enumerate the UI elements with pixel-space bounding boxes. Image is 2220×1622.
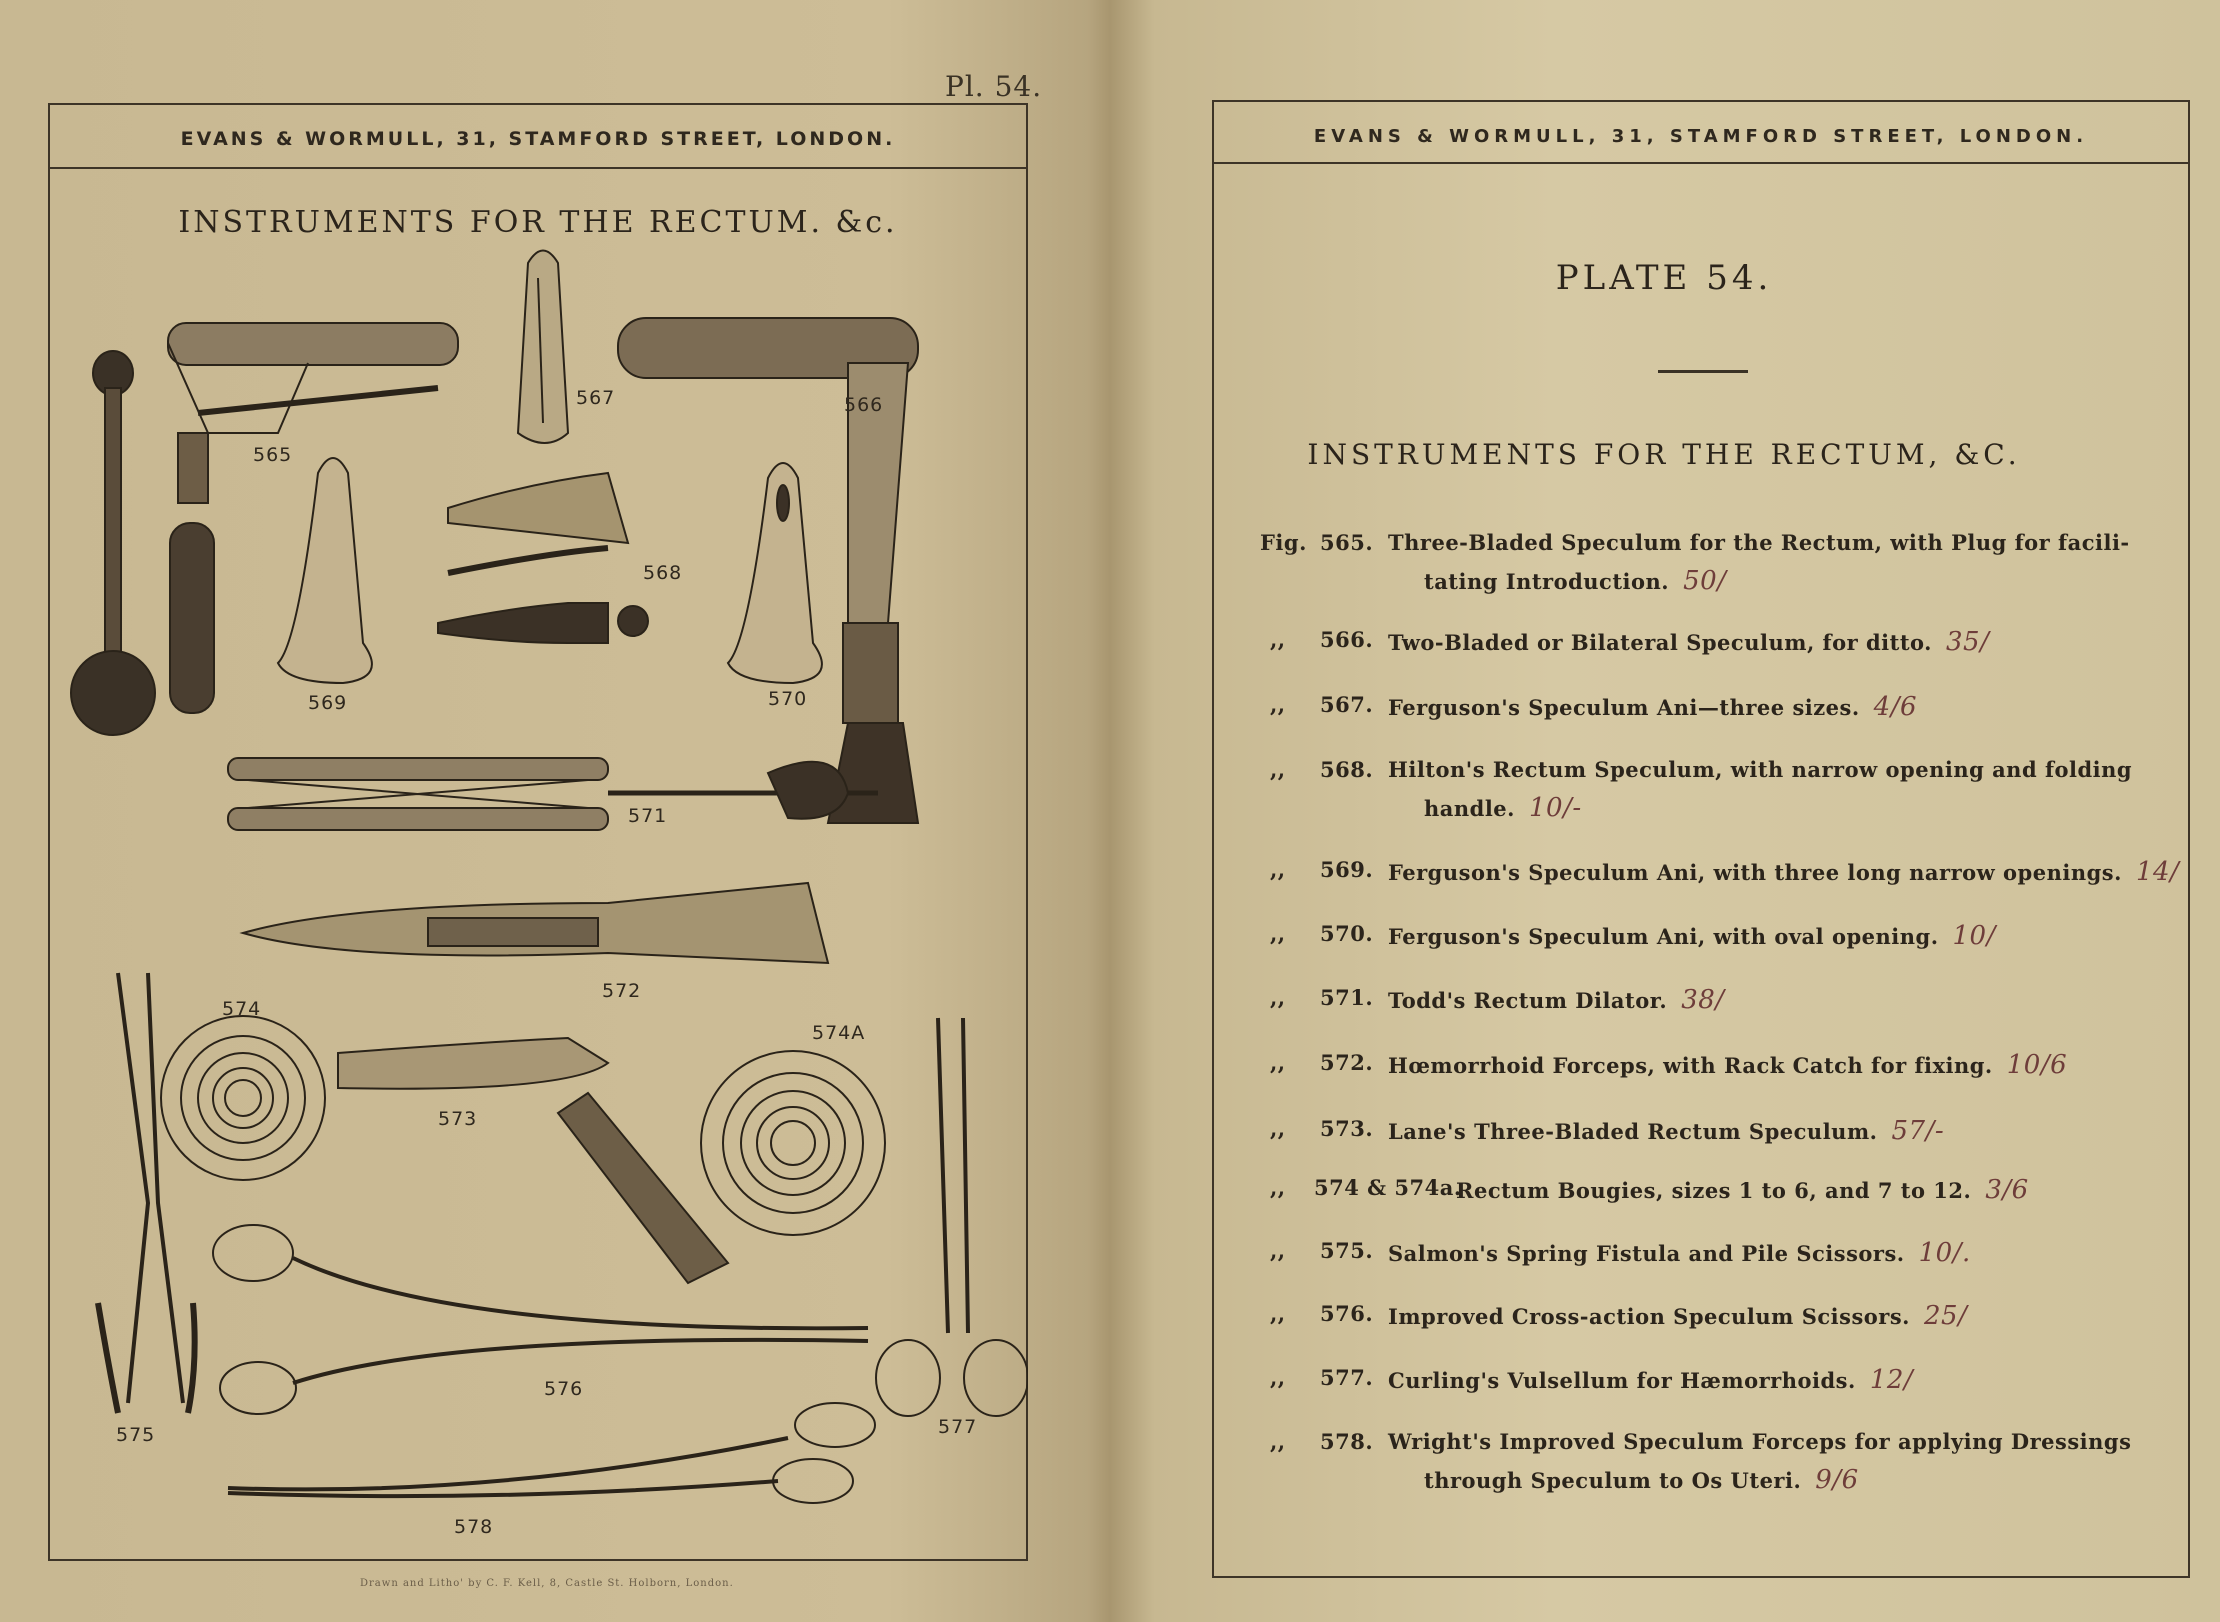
- entry-prefix: ,,: [1270, 985, 1286, 1010]
- fig-label-568: 568: [643, 562, 683, 584]
- plate-title: INSTRUMENTS FOR THE RECTUM. &c.: [178, 205, 898, 240]
- entry-price: 10/.: [1918, 1238, 1971, 1268]
- instrument-578: [228, 1403, 875, 1503]
- fig-label-565: 565: [253, 444, 293, 466]
- catalogue-entry: [1108, 627, 2220, 661]
- entry-prefix: ,,: [1270, 1116, 1286, 1141]
- entry-description: Ferguson's Speculum Ani—three sizes. 4/6: [1388, 692, 1918, 722]
- entry-price: 25/: [1923, 1301, 1968, 1331]
- header-strip: [1214, 102, 2188, 164]
- fig-label-569: 569: [308, 692, 348, 714]
- instrument-illustrations: [48, 103, 1028, 1561]
- entry-prefix: ,,: [1270, 1301, 1286, 1326]
- catalogue-entry: [1108, 1116, 2220, 1150]
- entry-price: 14/: [2135, 857, 2180, 887]
- catalogue-entry: [1108, 1301, 2220, 1335]
- entry-price: 12/: [1869, 1365, 1914, 1395]
- entry-description: Hilton's Rectum Speculum, with narrow opening and folding: [1388, 757, 2133, 782]
- instrument-567: [518, 251, 568, 444]
- entry-price: 4/6: [1873, 692, 1918, 722]
- catalogue-entry: [1108, 1429, 2220, 1499]
- entry-description: Lane's Three-Bladed Rectum Speculum. 57/-: [1388, 1116, 1945, 1146]
- entry-number: 569.: [1320, 857, 1374, 882]
- entry-prefix: Fig.: [1260, 530, 1307, 555]
- fig-label-567: 567: [576, 387, 616, 409]
- entry-prefix: ,,: [1270, 1050, 1286, 1075]
- instrument-571: [228, 758, 878, 830]
- plate-heading: PLATE 54.: [1555, 258, 1773, 298]
- entry-prefix: ,,: [1270, 627, 1286, 652]
- fig-label-578: 578: [454, 1516, 494, 1538]
- instrument-568: [438, 473, 648, 643]
- catalogue-entry: [1108, 692, 2220, 726]
- entry-prefix: ,,: [1270, 1238, 1286, 1263]
- entry-prefix: ,,: [1270, 757, 1286, 782]
- fig-label-574a: 574A: [812, 1022, 866, 1044]
- entry-price: 10/6: [2006, 1050, 2068, 1080]
- entry-price: 3/6: [1985, 1175, 2029, 1205]
- instrument-565-plug: [71, 351, 155, 735]
- fig-label-574: 574: [222, 998, 262, 1020]
- entry-number: 576.: [1320, 1301, 1374, 1326]
- catalogue-entry: [1108, 985, 2220, 1019]
- entry-description: Rectum Bougies, sizes 1 to 6, and 7 to 12. 3/6: [1456, 1175, 2029, 1205]
- instrument-570: [728, 463, 822, 683]
- entry-price: 57/-: [1891, 1116, 1945, 1146]
- plate-header: EVANS & WORMULL, 31, STAMFORD STREET, LONDON.: [180, 128, 896, 150]
- entry-description: Hœmorrhoid Forceps, with Rack Catch for fixing. 10/6: [1388, 1050, 2068, 1080]
- instrument-573: [338, 1038, 728, 1283]
- entry-price: 10/-: [1528, 793, 1582, 823]
- entry-number: 568.: [1320, 757, 1374, 782]
- entry-price: 35/: [1946, 627, 1990, 657]
- entry-prefix: ,,: [1270, 1175, 1286, 1200]
- entry-description: Todd's Rectum Dilator. 38/: [1388, 985, 1725, 1015]
- page-header: EVANS & WORMULL, 31, STAMFORD STREET, LONDON.: [1313, 126, 2089, 147]
- entry-prefix: ,,: [1270, 1429, 1286, 1454]
- catalogue-entry: [1108, 1050, 2220, 1084]
- entry-description: Ferguson's Speculum Ani, with oval opening. 10/: [1388, 921, 1996, 951]
- entry-prefix: ,,: [1270, 692, 1286, 717]
- entry-price: 38/: [1681, 985, 1725, 1015]
- fig-label-566: 566: [844, 394, 884, 416]
- entry-description: Wright's Improved Speculum Forceps for applying Dressings: [1388, 1429, 2132, 1454]
- catalogue-entry: [1108, 1175, 2220, 1209]
- entry-number: 575.: [1320, 1238, 1374, 1263]
- entry-number: 573.: [1320, 1116, 1374, 1141]
- catalogue-entry: [1108, 857, 2220, 891]
- fig-label-570: 570: [768, 688, 808, 710]
- entry-number: 571.: [1320, 985, 1374, 1010]
- entry-description: Two-Bladed or Bilateral Speculum, for ditto. 35/: [1388, 627, 1990, 657]
- fig-label-575: 575: [116, 1424, 156, 1446]
- entry-description: Ferguson's Speculum Ani, with three long narrow openings. 14/: [1388, 857, 2180, 887]
- entry-number: 567.: [1320, 692, 1374, 717]
- entry-prefix: ,,: [1270, 921, 1286, 946]
- entry-description-continued: handle. 10/-: [1424, 793, 1582, 823]
- right-page: [1108, 0, 2220, 1622]
- plate-label: Pl. 54.: [945, 70, 1043, 103]
- entry-price: 10/: [1952, 921, 1996, 951]
- instrument-572: [243, 883, 828, 963]
- entry-number: 577.: [1320, 1365, 1374, 1390]
- instrument-576: [213, 1225, 868, 1414]
- entry-description: Salmon's Spring Fistula and Pile Scissors. 10/.: [1388, 1238, 1971, 1268]
- entry-prefix: ,,: [1270, 857, 1286, 882]
- fig-label-577: 577: [938, 1416, 978, 1438]
- instrument-574a-rings: [701, 1051, 885, 1235]
- instrument-574-rings: [161, 1016, 325, 1180]
- catalogue-entry: [1108, 921, 2220, 955]
- left-page: [0, 0, 1108, 1622]
- entry-number: 572.: [1320, 1050, 1374, 1075]
- entry-number: 570.: [1320, 921, 1374, 946]
- catalogue-entry: [1108, 1238, 2220, 1272]
- fig-label-576: 576: [544, 1378, 584, 1400]
- entry-description-continued: tating Introduction. 50/: [1424, 566, 1727, 596]
- section-title: INSTRUMENTS FOR THE RECTUM, &C.: [1307, 438, 2021, 471]
- catalogue-entry: [1108, 1365, 2220, 1399]
- imprint-line: Drawn and Litho' by C. F. Kell, 8, Castle St. Holborn, London.: [360, 1578, 734, 1589]
- entry-description: Curling's Vulsellum for Hæmorrhoids. 12/: [1388, 1365, 1914, 1395]
- fig-label-573: 573: [438, 1108, 478, 1130]
- instrument-577: [876, 1018, 1028, 1416]
- entry-prefix: ,,: [1270, 1365, 1286, 1390]
- fig-label-571: 571: [628, 805, 668, 827]
- instrument-575: [98, 973, 195, 1413]
- entry-number: 566.: [1320, 627, 1374, 652]
- fig-label-572: 572: [602, 980, 642, 1002]
- entry-price: 9/6: [1815, 1465, 1859, 1495]
- entry-description-continued: through Speculum to Os Uteri. 9/6: [1424, 1465, 1859, 1495]
- divider-rule: [1658, 370, 1748, 373]
- catalogue-entry: [1108, 530, 2220, 600]
- entry-number: 565.: [1320, 530, 1374, 555]
- entry-price: 50/: [1683, 566, 1727, 596]
- entry-description: Three-Bladed Speculum for the Rectum, with Plug for facili-: [1388, 530, 2130, 555]
- text-frame: [1212, 100, 2190, 1578]
- catalogue-entry: [1108, 757, 2220, 827]
- entry-number: 574 & 574a.: [1314, 1175, 1462, 1200]
- instrument-569: [278, 458, 372, 683]
- entry-description: Improved Cross-action Speculum Scissors. 25/: [1388, 1301, 1968, 1331]
- entry-number: 578.: [1320, 1429, 1374, 1454]
